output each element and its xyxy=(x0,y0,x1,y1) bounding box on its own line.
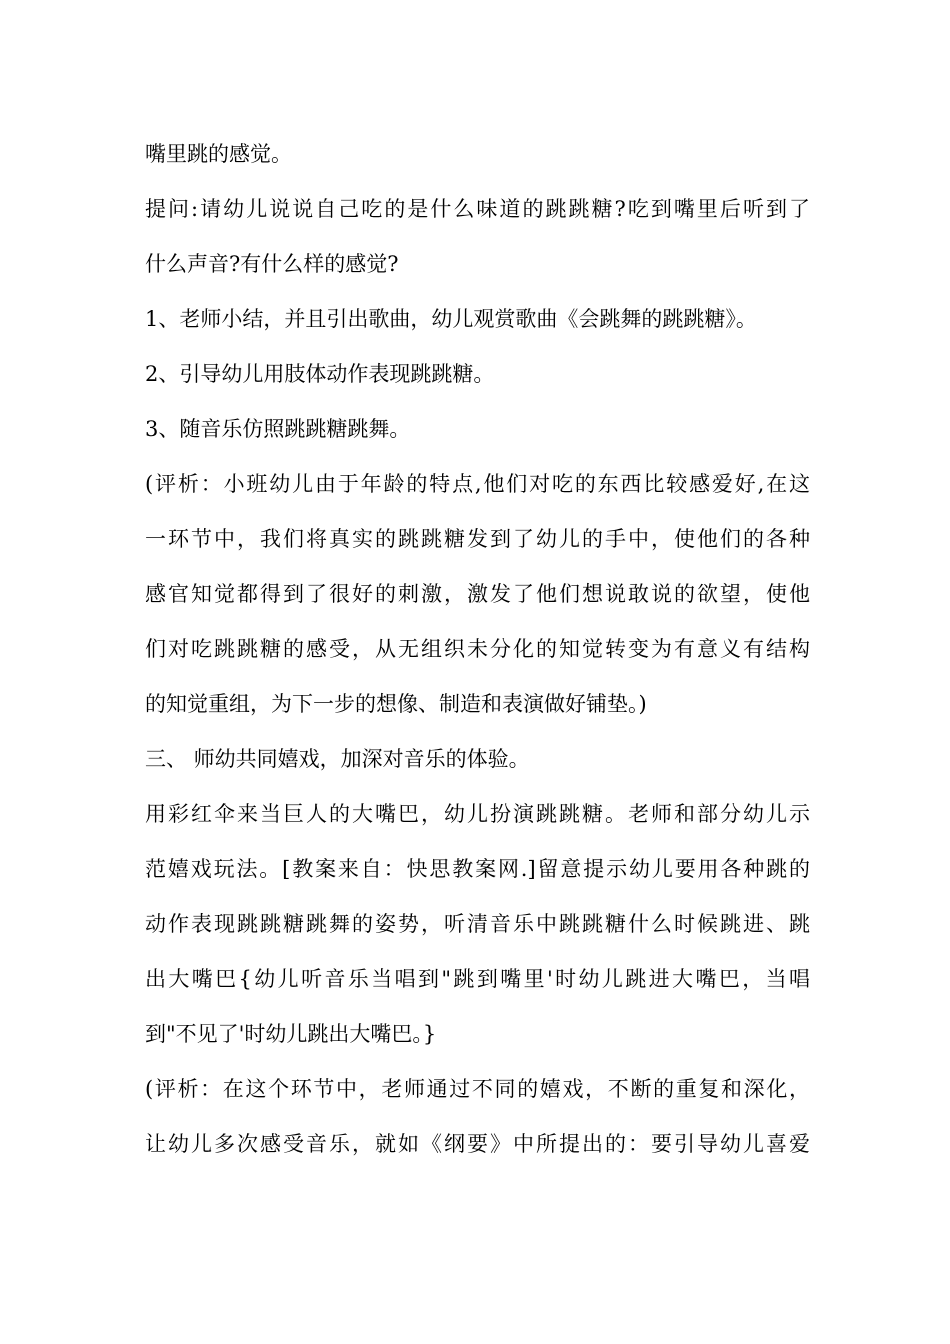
paragraph-line: (评析：在这个环节中，老师通过不同的嬉戏，不断的重复和深化， xyxy=(145,1077,810,1101)
paragraph-line: 用彩红伞来当巨人的大嘴巴，幼儿扮演跳跳糖。老师和部分幼儿示 xyxy=(145,802,810,826)
paragraph-line: 的知觉重组，为下一步的想像、制造和表演做好铺垫。) xyxy=(145,692,647,716)
list-item-line: 1、老师小结，并且引出歌曲，幼儿观赏歌曲《会跳舞的跳跳糖》。 xyxy=(145,307,757,331)
paragraph-line: 出大嘴巴{幼儿听音乐当唱到"跳到嘴里'时幼儿跳进大嘴巴，当唱 xyxy=(145,967,810,991)
paragraph-line: 到"不见了'时幼儿跳出大嘴巴。} xyxy=(145,1022,437,1046)
section-heading: 三、 师幼共同嬉戏，加深对音乐的体验。 xyxy=(145,747,530,771)
list-item-line: 3、随音乐仿照跳跳糖跳舞。 xyxy=(145,417,411,441)
paragraph-line: 感官知觉都得到了很好的刺激，激发了他们想说敢说的欲望，使他 xyxy=(145,582,810,606)
list-item-line: 2、引导幼儿用肢体动作表现跳跳糖。 xyxy=(145,362,495,386)
paragraph-line: 让幼儿多次感受音乐，就如《纲要》中所提出的：要引导幼儿喜爱 xyxy=(145,1132,810,1156)
paragraph-line: 什么声音?有什么样的感觉? xyxy=(145,252,399,276)
paragraph-line: 们对吃跳跳糖的感受，从无组织未分化的知觉转变为有意义有结构 xyxy=(145,637,810,661)
paragraph-line: (评析：小班幼儿由于年龄的特点,他们对吃的东西比较感爱好,在这 xyxy=(145,472,810,496)
paragraph-line: 一环节中，我们将真实的跳跳糖发到了幼儿的手中，使他们的各种 xyxy=(145,527,810,551)
paragraph-line: 嘴里跳的感觉。 xyxy=(145,142,292,166)
paragraph-line: 提问:请幼儿说说自己吃的是什么味道的跳跳糖?吃到嘴里后听到了 xyxy=(145,197,810,221)
document-body xyxy=(145,127,810,1172)
paragraph-line: 动作表现跳跳糖跳舞的姿势，听清音乐中跳跳糖什么时候跳进、跳 xyxy=(145,912,810,936)
paragraph-line: 范嬉戏玩法。[教案来自：快思教案网.]留意提示幼儿要用各种跳的 xyxy=(145,857,810,881)
